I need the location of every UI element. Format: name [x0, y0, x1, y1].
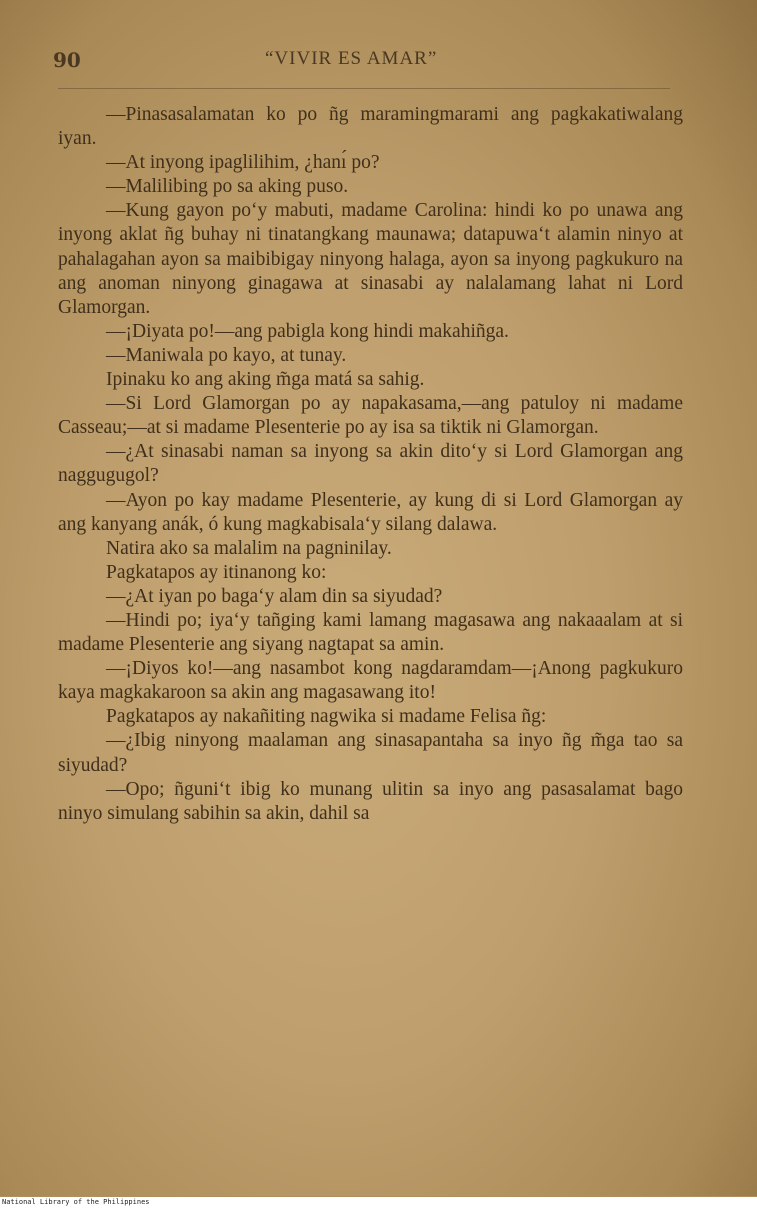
paragraph: —Maniwala po kayo, at tunay. — [106, 344, 347, 366]
paragraph: Ipinaku ko ang aking m̃ga matá sa sahig. — [106, 369, 425, 391]
paragraph: —Si Lord Glamorgan po ay napakasama,—ang patuloy ni madame Casseau;—at si madame Plesenterie po ay isa sa tiktik ni Glamorgan. — [58, 393, 683, 439]
paragraph: —Opo; ñguni‘t ibig ko munang ulitin sa inyo ang pasasalamat bago ninyo simulang sabihin sa akin, dahil sa — [58, 778, 683, 824]
paragraph: —Malilibing po sa aking puso. — [106, 176, 349, 198]
paragraph: —¿At iyan po baga‘y alam din sa siyudad? — [106, 585, 443, 607]
paragraph: Pagkatapos ay nakañiting nagwika si madame Felisa ñg: — [106, 706, 547, 728]
paragraph: —Kung gayon po‘y mabuti, madame Carolina: hindi ko po unawa ang inyong aklat ñg buhay ni tinatangkang maunawa; datapuwa‘t alamin ninyo at pahalagahan ayon sa maibibigay ninyong halaga, ayon sa inyong pagkukuro na ang anoman ninyong ginagawa at sinasabi ay nalalamang lahat ni Lord Glamorgan. — [58, 200, 683, 318]
paragraph: —¿Ibig ninyong maalaman ang sinasapantaha sa inyo ñg m̃ga tao sa siyudad? — [58, 730, 683, 776]
running-title: “VIVIR ES AMAR” — [265, 48, 438, 69]
paragraph: —¡Diyata po!—ang pabigla kong hindi makahiñga. — [106, 320, 509, 342]
paragraph: —Ayon po kay madame Plesenterie, ay kung di si Lord Glamorgan ay ang kanyang anák, ó kung magkabisala‘y silang dalawa. — [58, 489, 683, 535]
paragraph: Pagkatapos ay itinanong ko: — [106, 561, 327, 583]
library-credit: National Library of the Philippines — [2, 1198, 150, 1206]
page-number: 90 — [53, 48, 81, 72]
body-text — [58, 103, 683, 826]
paragraph: —At inyong ipaglilihim, ¿hanı́ po? — [106, 152, 380, 174]
scan-footer — [0, 1197, 757, 1208]
paragraph: —Hindi po; iya‘y tañging kami lamang magasawa ang nakaaalam at si madame Plesenterie ang siyang nagtapat sa amin. — [58, 609, 683, 656]
header-rule — [58, 88, 670, 89]
paragraph: —Pinasasalamatan ko po ñg maramingmarami ang pagkakatiwalang iyan. — [58, 104, 683, 150]
paragraph: —¡Diyos ko!—ang nasambot kong nagdaramdam—¡Anong pagkukuro kaya magkakaroon sa akin ang magasawang ito! — [58, 658, 683, 704]
paragraph: Natira ako sa malalim na pagninilay. — [106, 537, 392, 559]
page-header — [0, 42, 757, 82]
paragraph: —¿At sinasabi naman sa inyong sa akin dito‘y si Lord Glamorgan ang naggugugol? — [58, 441, 683, 487]
